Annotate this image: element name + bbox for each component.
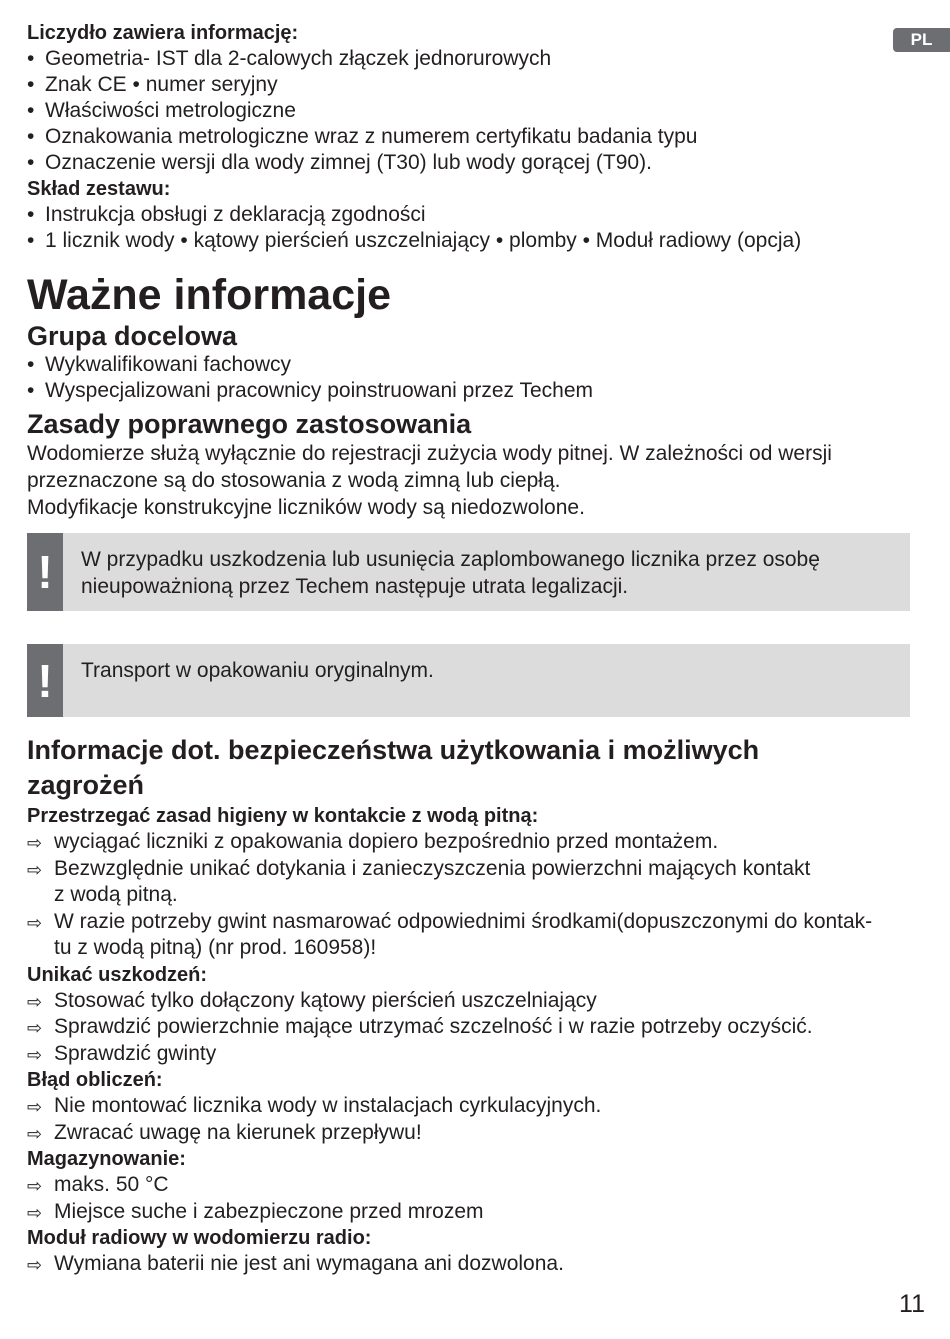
arrow-right-icon: ⇨	[27, 1044, 43, 1065]
heading-line: zagrożeń	[27, 770, 145, 800]
arrow-right-icon: ⇨	[27, 1202, 43, 1223]
list-item	[27, 1251, 917, 1278]
item-text: tu z wodą pitną) (nr prod. 160958)!	[54, 936, 377, 959]
list-item: • Geometria- IST dla 2-calowych złączek jednorurowych	[27, 46, 917, 72]
item-text: maks. 50 °C	[54, 1173, 169, 1196]
item-text: Zwracać uwagę na kierunek przepływu!	[54, 1120, 422, 1144]
item-text: W razie potrzeby gwint nasmarować odpowiednimi środkami(dopuszczonymi do kontak-	[54, 909, 873, 933]
list-item: • Oznakowania metrologiczne wraz z numerem certyfikatu badania typu	[27, 124, 917, 150]
arrow-right-icon: ⇨	[27, 1255, 43, 1275]
calculation-error-heading: Błąd obliczeń:	[27, 1069, 163, 1091]
hygiene-list	[27, 829, 917, 962]
page-content	[27, 20, 917, 1278]
list-item: • Instrukcja obsługi z deklaracją zgodności	[27, 202, 917, 228]
list-item: • Właściwości metrologiczne	[27, 98, 917, 124]
item-text: z wodą pitną.	[54, 883, 178, 906]
heading-line: Informacje dot. bezpieczeństwa użytkowania i możliwych	[27, 735, 760, 765]
calculation-error-list	[27, 1093, 917, 1146]
meter-info-list	[27, 46, 917, 176]
radio-module-heading: Moduł radiowy w wodomierzu radio:	[27, 1227, 372, 1249]
list-item	[27, 1093, 917, 1120]
arrow-right-icon: ⇨	[27, 1097, 43, 1117]
meter-info-heading: Liczydło zawiera informację:	[27, 22, 299, 44]
text-line: Modyfikacje konstrukcyjne liczników wody są niedozwolone.	[27, 496, 585, 519]
exclamation-icon: !	[27, 533, 63, 611]
list-item: • 1 licznik wody • kątowy pierścień uszczelniający • plomby • Moduł radiowy (opcja)	[27, 228, 917, 254]
text-line: nieupoważnioną przez Techem następuje utrata legalizacji.	[81, 575, 629, 598]
warning-notice	[27, 533, 910, 611]
language-tab: PL	[893, 28, 950, 52]
page-title: Ważne informacje	[27, 271, 391, 319]
item-text: Stosować tylko dołączony kątowy pierścień uszczelniający	[54, 988, 597, 1012]
list-item	[27, 1041, 917, 1068]
item-text: Bezwzględnie unikać dotykania i zanieczyszczenia powierzchni mających kontakt	[54, 856, 811, 880]
item-text: Sprawdzić gwinty	[54, 1041, 217, 1065]
arrow-right-icon: ⇨	[27, 833, 43, 853]
arrow-right-icon: ⇨	[27, 1176, 43, 1196]
hygiene-heading: Przestrzegać zasad higieny w kontakcie z wodą pitną:	[27, 805, 539, 827]
kit-heading: Skład zestawu:	[27, 178, 171, 200]
notice-text	[27, 533, 910, 614]
list-item	[27, 1014, 917, 1041]
arrow-right-icon: ⇨	[27, 912, 43, 933]
kit-list	[27, 202, 917, 254]
list-item: • Znak CE • numer seryjny	[27, 72, 917, 98]
storage-heading: Magazynowanie:	[27, 1148, 186, 1170]
list-item	[27, 1172, 917, 1199]
damage-heading: Unikać uszkodzeń:	[27, 963, 208, 986]
item-text: Miejsce suche i zabezpieczone przed mrozem	[54, 1199, 484, 1223]
damage-list	[27, 988, 917, 1068]
list-item: • Wyspecjalizowani pracownicy poinstruowani przez Techem	[27, 378, 917, 404]
item-text: Sprawdzić powierzchnie mające utrzymać szczelność i w razie potrzeby oczyścić.	[54, 1015, 813, 1038]
text-line: Wodomierze służą wyłącznie do rejestracji zużycia wody pitnej. W zależności od wersji	[27, 442, 832, 465]
arrow-right-icon: ⇨	[27, 1123, 43, 1144]
exclamation-icon: !	[27, 644, 63, 717]
list-item: • Wykwalifikowani fachowcy	[27, 352, 917, 378]
text-line: przeznaczone są do stosowania z wodą zimną lub ciepłą.	[27, 469, 561, 492]
list-item	[27, 829, 917, 856]
proper-use-heading: Zasady poprawnego zastosowania	[27, 409, 472, 439]
notice-text	[27, 644, 910, 698]
list-item	[27, 988, 917, 1015]
arrow-right-icon: ⇨	[27, 859, 43, 880]
target-group-heading: Grupa docelowa	[27, 321, 238, 351]
page-number: 11	[899, 1290, 925, 1318]
list-item	[27, 856, 917, 909]
item-text: Wymiana baterii nie jest ani wymagana ani dozwolona.	[54, 1252, 564, 1275]
transport-notice	[27, 644, 910, 717]
storage-list	[27, 1172, 917, 1225]
proper-use-text	[27, 440, 917, 521]
text-line: W przypadku uszkodzenia lub usunięcia zaplombowanego licznika przez osobę	[81, 548, 820, 571]
target-group-list	[27, 352, 917, 404]
item-text: Nie montować licznika wody w instalacjach cyrkulacyjnych.	[54, 1094, 602, 1117]
arrow-right-icon: ⇨	[27, 991, 43, 1012]
item-text: wyciągać liczniki z opakowania dopiero bezpośrednio przed montażem.	[54, 830, 719, 853]
list-item	[27, 909, 917, 962]
list-item	[27, 1120, 917, 1147]
arrow-right-icon: ⇨	[27, 1018, 43, 1038]
list-item: • Oznaczenie wersji dla wody zimnej (T30) lub wody gorącej (T90).	[27, 150, 917, 176]
list-item	[27, 1199, 917, 1226]
text-line: Transport w opakowaniu oryginalnym.	[81, 659, 434, 682]
radio-module-list	[27, 1251, 917, 1278]
safety-heading	[27, 733, 867, 803]
